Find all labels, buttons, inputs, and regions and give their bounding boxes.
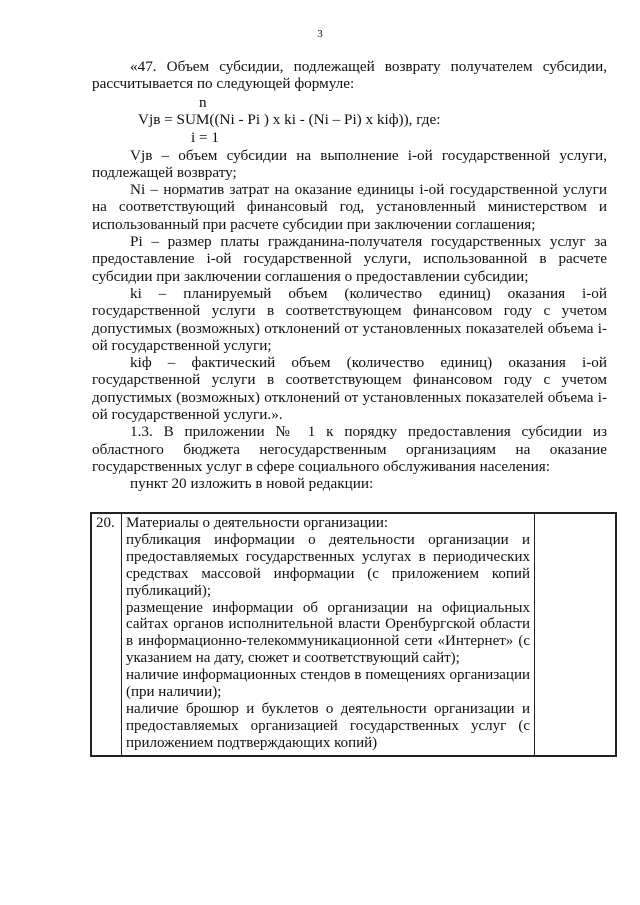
- paragraph-point-20: пункт 20 изложить в новой редакции:: [130, 475, 374, 493]
- list-item: наличие брошюр и буклетов о деятельности организации и предоставляемых организацией государственных услуг (с приложением подтверждающих копий): [126, 700, 530, 751]
- formula-upper-limit: n: [199, 93, 207, 111]
- paragraph-vjv: Vjв – объем субсидии на выполнение i-ой государственной услуги, подлежащей возврату;: [92, 146, 607, 181]
- paragraph-47: «47. Объем субсидии, подлежащей возврату получателем субсидии, рассчитывается по следующей формуле:: [92, 58, 607, 93]
- row-number: 20.: [91, 513, 122, 756]
- paragraph-ki: ki – планируемый объем (количество единиц) оказания i-ой государственной услуги в соответствующем финансовом году с учетом допустимых (возможных) отклонений от установленных показателей объема i-ой государственной услуги;: [92, 284, 607, 354]
- row-content: [122, 513, 535, 756]
- formula-expression: Vjв = SUM((Ni - Pi ) x ki - (Ni – Pi) x kiф)), где:: [138, 110, 441, 128]
- list-item: Материалы о деятельности организации:: [126, 515, 389, 531]
- page-number: 3: [317, 28, 323, 40]
- formula: [92, 93, 607, 147]
- formula-lower-limit: i = 1: [191, 128, 219, 146]
- paragraph-pi: Pi – размер платы гражданина-получателя государственных услуг за предоставление i-ой государственной услуги, использованной в расчете субсидии при заключении соглашения о предоставлении субсидии;: [92, 233, 607, 285]
- paragraph-1-3: 1.3. В приложении № 1 к порядку предоставления субсидии из областного бюджета негосударственным организациям на оказание государственных услуг в сфере социального обслуживания населения:: [92, 423, 607, 475]
- list-item: наличие информационных стендов в помещениях организации (при наличии);: [126, 667, 530, 701]
- table-row: [91, 513, 616, 756]
- list-item: размещение информации об организации на официальных сайтах органов исполнительной власти Оренбургской области в информационно-телекоммуникационной сети «Интернет» (с указанием на дату, сюжет и соответствующий сайт);: [126, 599, 530, 667]
- paragraph-ni: Ni – норматив затрат на оказание единицы i-ой государственной услуги на соответствующий финансовый год, установленный министерством и использованный при расчете субсидии при заключении соглашения;: [92, 181, 607, 233]
- amendment-table: [90, 512, 617, 757]
- row-empty-cell: [535, 513, 617, 756]
- body-text: [92, 58, 607, 493]
- paragraph-kif: kiф – фактический объем (количество единиц) оказания i-ой государственной услуги в соответствующем финансовом году с учетом допустимых (возможных) отклонений от установленных показателей объема i-ой государственной услуги.».: [92, 354, 607, 424]
- list-item: публикация информации о деятельности организации и предоставляемых государственных услугах в периодических средствах массовой информации (с приложением копий публикаций);: [126, 531, 530, 599]
